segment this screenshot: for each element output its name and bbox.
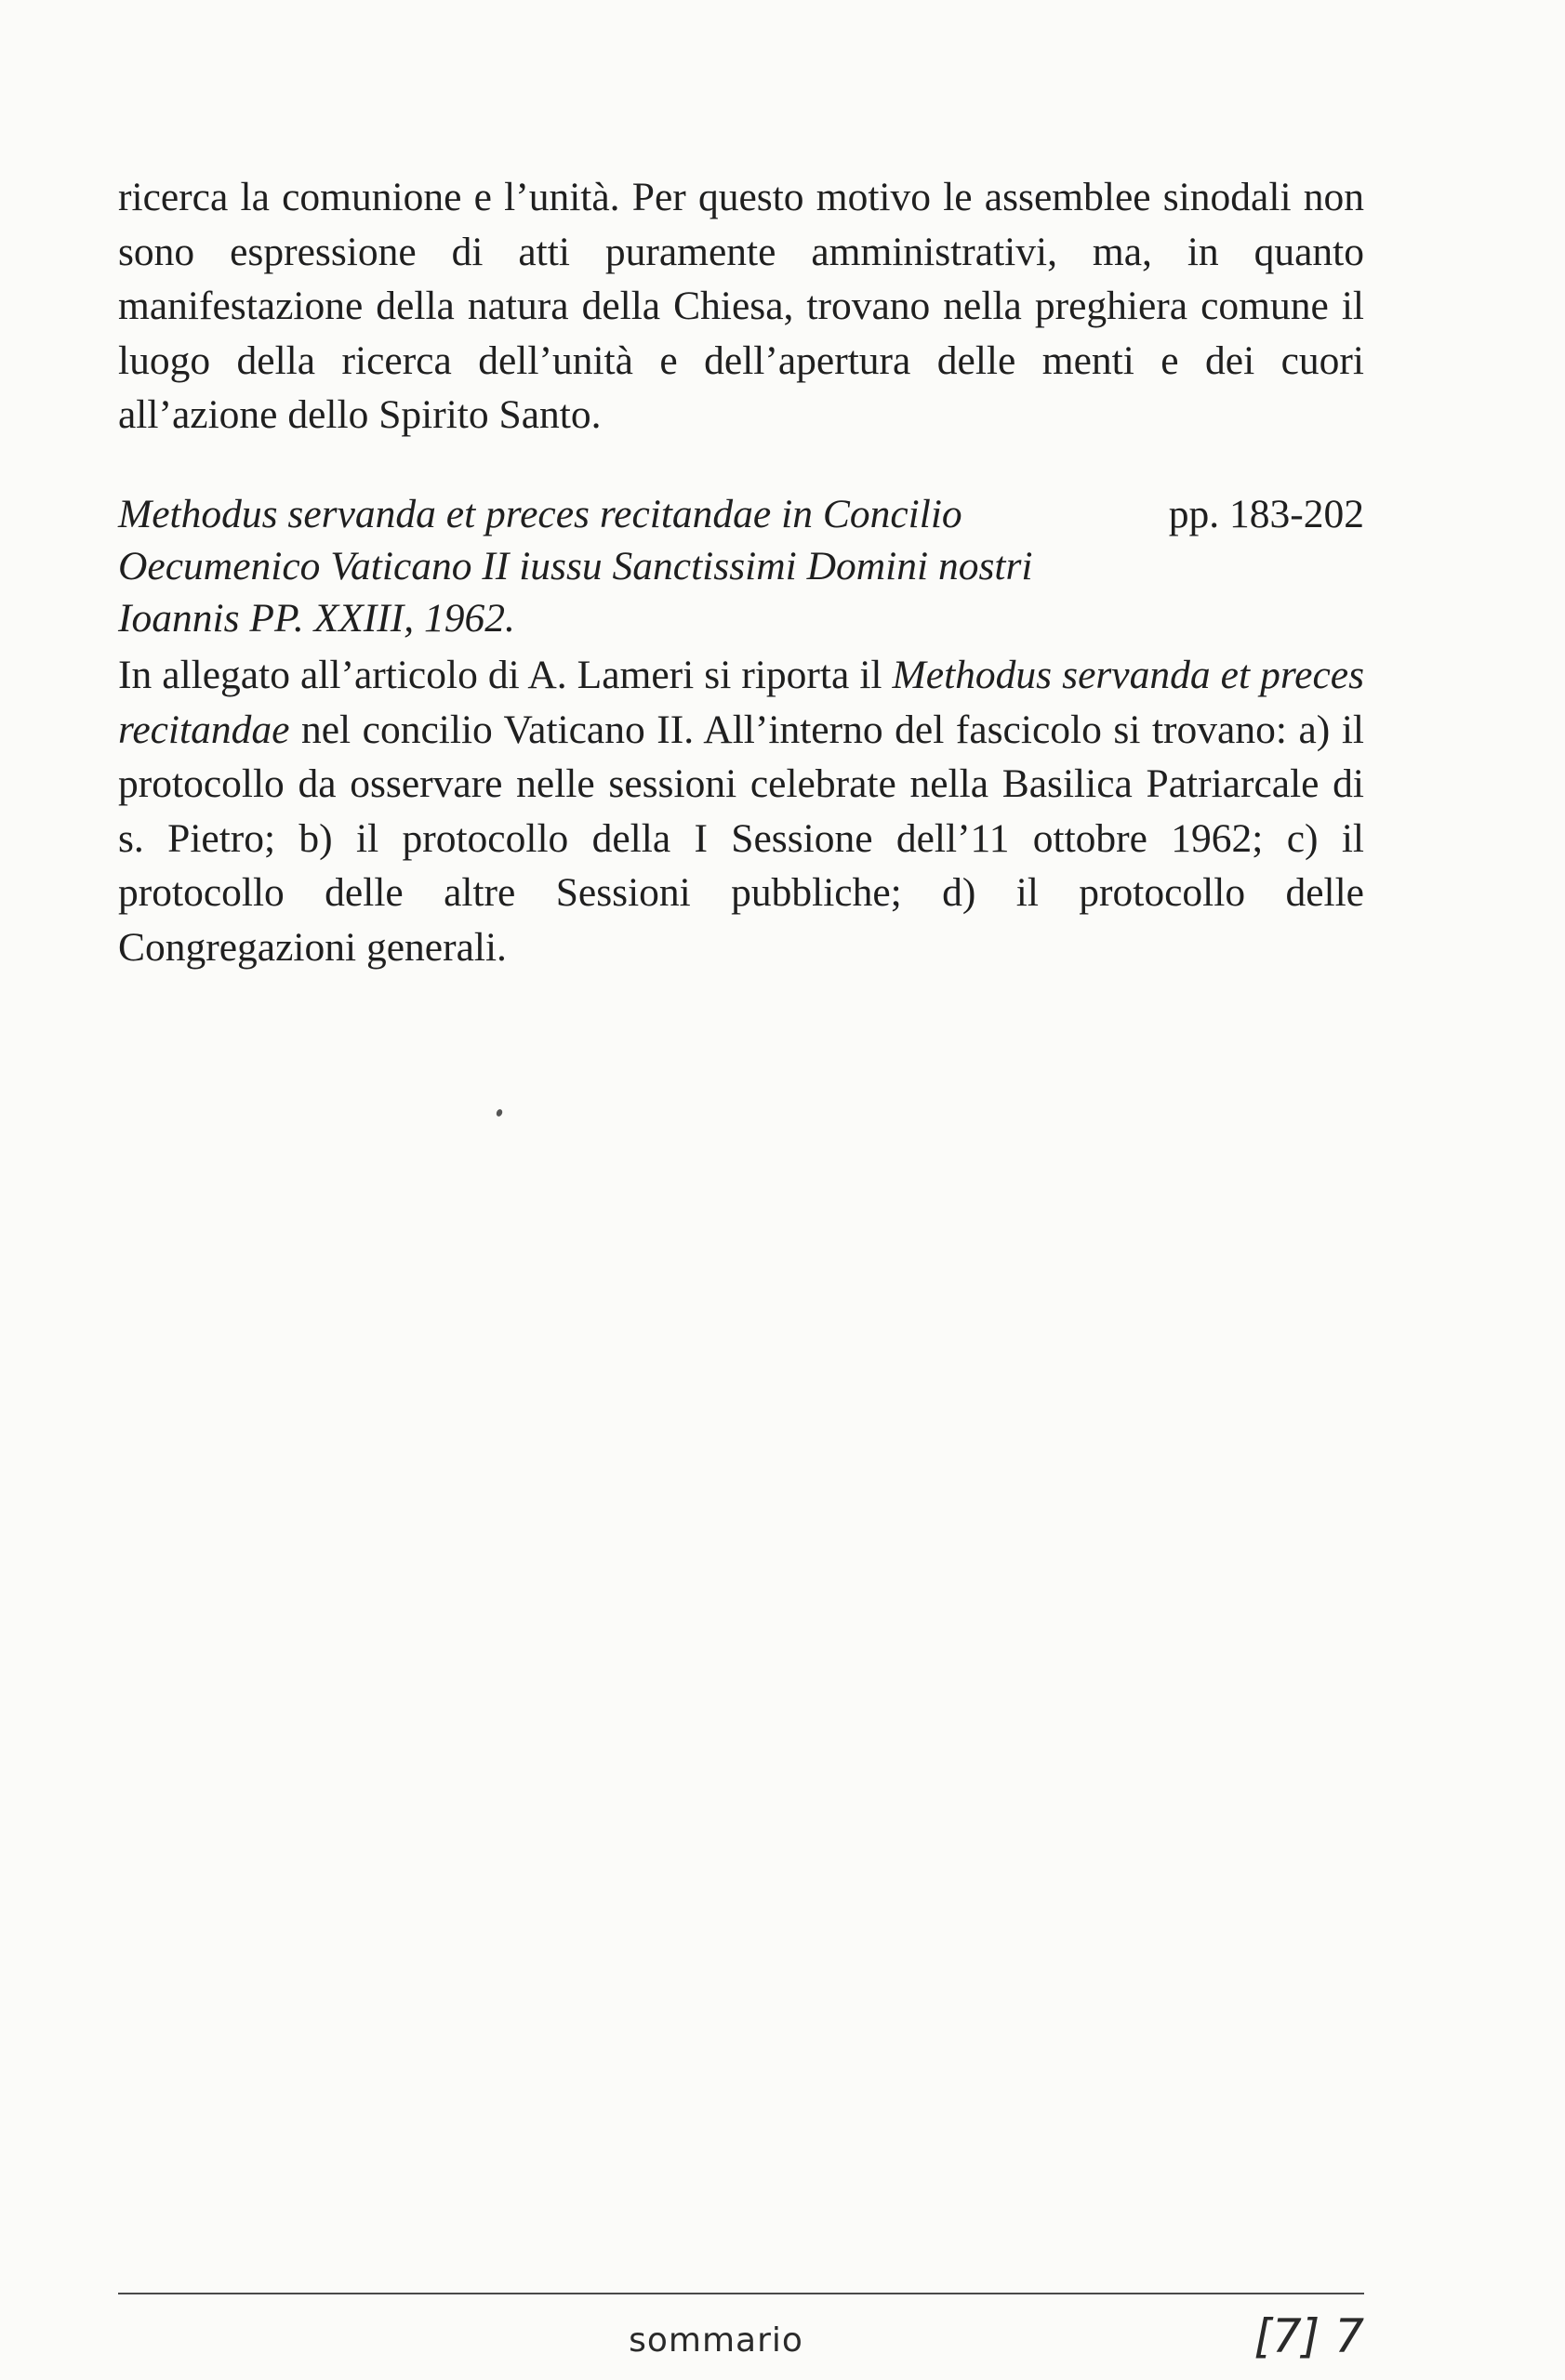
footer-page-number: [7] 7 bbox=[1253, 2309, 1364, 2363]
entry-description-part2: nel concilio Vaticano II. All’interno del fascicolo si trovano: a) il protocollo da osservare nelle sessioni celebrate nella Basilica Patriarcale di s. Pietro; b) il protocollo della I Sessione dell’11 ottobre 1962; c) il protocollo delle altre Sessioni pubbliche; d) il protocollo delle Congregazioni generali. bbox=[118, 707, 1364, 970]
footer-rule bbox=[118, 2293, 1364, 2294]
entry-description-italic-title: Methodus servanda et preces recitandae bbox=[118, 653, 1364, 752]
entry-page-range: pp. 183-202 bbox=[1168, 492, 1364, 536]
footer-section-label: sommario bbox=[629, 2321, 803, 2360]
entry-description-part1: In allegato all’articolo di A. Lameri si riporta il bbox=[118, 653, 893, 697]
stray-ink-mark bbox=[496, 1108, 504, 1117]
continuation-paragraph: ricerca la comunione e l’unità. Per questo motivo le assemblee sinodali non sono espressione di atti puramente amministrativi, ma, in quanto manifestazione della natura della Chiesa, trovano nella preghiera comune il luogo della ricerca dell’unità e dell’apertura delle menti e dei cuori all’azione dello Spirito Santo. bbox=[118, 175, 1364, 437]
entry-title: Methodus servanda et preces recitandae in Concilio Oecumenico Vaticano II iussu Sanctissimi Domini nostri Ioannis PP. XXIII, 1962. bbox=[118, 492, 1033, 641]
entry-heading bbox=[118, 488, 1364, 655]
entry-description bbox=[118, 648, 1364, 974]
